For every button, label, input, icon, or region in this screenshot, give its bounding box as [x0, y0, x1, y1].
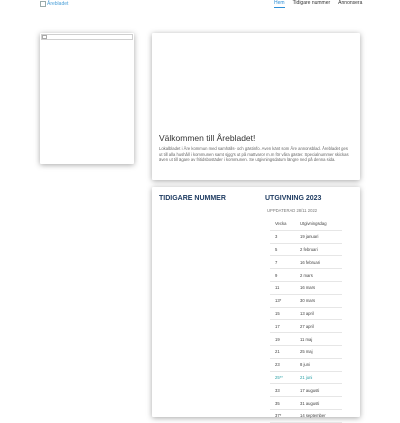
- schedule-rows: [270, 230, 342, 422]
- nav-link-hem[interactable]: Hem: [274, 0, 285, 6]
- previous-issues-title: TIDIGARE NUMMER: [159, 195, 226, 202]
- date-cell: 21 juni: [295, 371, 342, 384]
- sidebar-card: [40, 33, 134, 164]
- date-cell: 2 februari: [295, 243, 342, 256]
- column-header-date: Utgivningsdag: [295, 218, 342, 230]
- week-cell: 13*: [270, 294, 295, 307]
- table-row: [270, 320, 342, 333]
- site-logo[interactable]: [40, 0, 68, 8]
- column-header-week: Vecka: [270, 218, 295, 230]
- welcome-title: Välkommen till Årebladet!: [159, 133, 256, 143]
- week-cell: 19: [270, 333, 295, 346]
- schedule-table: [270, 218, 342, 423]
- date-cell: 11 maj: [295, 333, 342, 346]
- date-cell: 31 augusti: [295, 397, 342, 410]
- table-row: [270, 230, 342, 243]
- table-row: [270, 294, 342, 307]
- main-nav: [274, 0, 362, 8]
- table-row: [270, 345, 342, 358]
- table-row: [270, 307, 342, 320]
- date-cell: 27 april: [295, 320, 342, 333]
- table-row: [270, 243, 342, 256]
- week-cell: 7: [270, 256, 295, 269]
- week-cell: 5: [270, 243, 295, 256]
- broken-image-icon: [42, 35, 47, 39]
- site-header: [0, 0, 400, 12]
- week-cell: 15: [270, 307, 295, 320]
- date-cell: 17 augusti: [295, 384, 342, 397]
- week-cell: 25**: [270, 371, 295, 384]
- table-row: [270, 409, 342, 422]
- welcome-card: [152, 33, 360, 180]
- date-cell: 13 april: [295, 307, 342, 320]
- table-row: [270, 269, 342, 282]
- welcome-text: Lokalbladet i Åre kommun med samhälls- och gästinfo. Aven känt som Åre annonsblad. Årebladet ges ut till alla hushåll i kommunen samt sjgg's ut på mattvaror m.m för våra gäster. Specialnummer skickas även ut till ägare av fritidsbostäder i kommunen. Se utgivningsdatum längre ned på denna sida.: [159, 146, 349, 163]
- nav-link-tidigare-nummer[interactable]: Tidigare nummer: [292, 0, 331, 6]
- table-row: [270, 397, 342, 410]
- schedule-updated: UPPDATERAD 28/11 2022: [267, 208, 318, 213]
- broken-image-icon: [40, 1, 46, 7]
- table-row: [270, 358, 342, 371]
- nav-link-annonsera[interactable]: Annonsera: [338, 0, 363, 6]
- week-cell: 35: [270, 397, 295, 410]
- schedule-title: UTGIVNING 2023: [265, 195, 322, 202]
- week-cell: 37*: [270, 409, 295, 422]
- logo-alt-text: Årebladet: [47, 1, 69, 7]
- date-cell: 30 mars: [295, 294, 342, 307]
- date-cell: 19 januari: [295, 230, 342, 243]
- week-cell: 23: [270, 358, 295, 371]
- date-cell: 16 mars: [295, 281, 342, 294]
- table-row: [270, 384, 342, 397]
- week-cell: 3: [270, 230, 295, 243]
- table-row: [270, 256, 342, 269]
- week-cell: 11: [270, 281, 295, 294]
- date-cell: 16 februari: [295, 256, 342, 269]
- week-cell: 9: [270, 269, 295, 282]
- issues-card: [152, 187, 360, 417]
- week-cell: 33: [270, 384, 295, 397]
- date-cell: 25 maj: [295, 345, 342, 358]
- week-cell: 21: [270, 345, 295, 358]
- date-cell: 2 mars: [295, 269, 342, 282]
- date-cell: 8 juni: [295, 358, 342, 371]
- sidebar-image-placeholder: [41, 34, 133, 40]
- table-row: [270, 333, 342, 346]
- table-row: [270, 371, 342, 384]
- table-row: [270, 281, 342, 294]
- date-cell: 14 september: [295, 409, 342, 422]
- table-header-row: [270, 218, 342, 230]
- week-cell: 17: [270, 320, 295, 333]
